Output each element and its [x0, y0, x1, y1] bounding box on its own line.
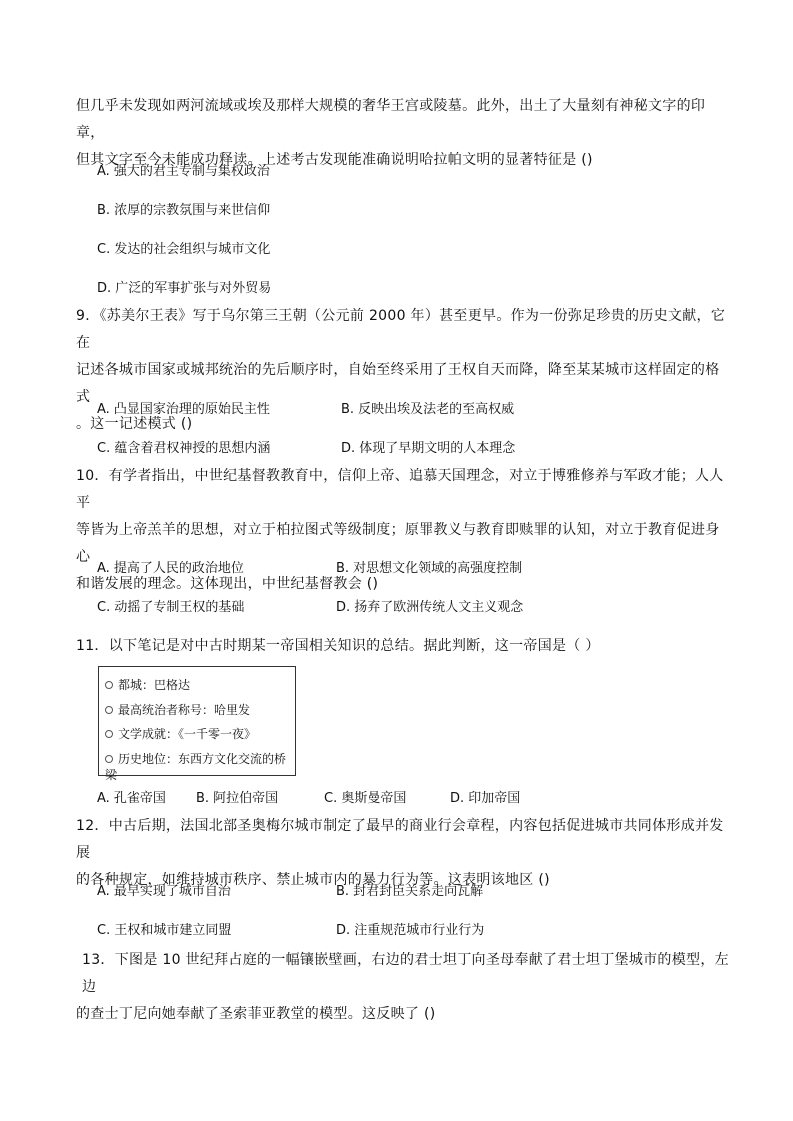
q9-stem-line1: 9．《苏美尔王表》写于乌尔第三王朝（公元前 2000 年）甚至更早。作为一份弥足珍贵的历史文献，它在 [76, 308, 726, 351]
q10-option-c: C. 动摇了专制王权的基础 [97, 600, 245, 615]
circle-bullet-icon [105, 681, 113, 689]
q8-option-a: A. 强大的君主专制与集权政治 [97, 164, 270, 179]
q9-option-d: D. 体现了早期文明的人本理念 [341, 441, 516, 456]
notes-item [105, 726, 256, 742]
q12-option-b: B. 封君封臣关系走向瓦解 [336, 884, 484, 899]
notes-item [105, 751, 295, 783]
q11-option-c: C. 奥斯曼帝国 [324, 791, 407, 806]
q8-stem-line2: 但其文字至今未能成功释读。上述考古发现能准确说明哈拉帕文明的显著特征是 () [76, 152, 593, 168]
notes-item-text: 文学成就：《一千零一夜》 [118, 727, 257, 741]
notes-box [98, 666, 296, 782]
q10-stem-line2: 等皆为上帝羔羊的思想，对立于柏拉图式等级制度；原罪教义与教育即赎罪的认知，对立于教育促进身心 [76, 522, 720, 565]
q10-option-d: D. 扬弃了欧洲传统人文主义观念 [336, 600, 524, 615]
notes-item-text: 最高统治者称号：哈里发 [118, 703, 251, 717]
circle-bullet-icon [105, 730, 113, 738]
q12-option-c: C. 王权和城市建立同盟 [97, 923, 232, 938]
q13-stem-line2: 的查士丁尼向她奉献了圣索菲亚教堂的模型。这反映了 () [76, 1006, 436, 1022]
notes-item [105, 702, 250, 718]
q8-option-b: B. 浓厚的宗教氛围与来世信仰 [97, 203, 271, 218]
q11-stem-line1: 11．以下笔记是对中古时期某一帝国相关知识的总结。据此判断，这一帝国是（ ） [76, 638, 600, 654]
q12-stem-line2: 的各种规定，如维持城市秩序、禁止城市内的暴力行为等。这表明该地区 () [76, 872, 550, 888]
q8-stem-line1: 但几乎未发现如两河流域或埃及那样大规模的奢华王宫或陵墓。此外，出土了大量刻有神秘文字的印章， [76, 98, 706, 141]
q10-stem-line1: 10．有学者指出，中世纪基督教教育中，信仰上帝、追慕天国理念，对立于博雅修养与军政才能；人人平 [76, 468, 724, 511]
q9-option-b: B. 反映出埃及法老的至高权威 [341, 402, 515, 417]
notes-item-text: 历史地位：东西方文化交流的桥梁 [105, 752, 287, 782]
q9-stem-line2: 记述各城市国家或城邦统治的先后顺序时，自始至终采用了王权自天而降，降至某某城市这样固定的格式 [76, 362, 720, 405]
q8-option-d: D. 广泛的军事扩张与对外贸易 [97, 281, 272, 296]
q10-option-a: A. 提高了人民的政治地位 [97, 561, 244, 576]
notes-item-text: 都城：巴格达 [118, 678, 191, 692]
notes-item [105, 677, 190, 693]
q11-option-d: D. 印加帝国 [450, 791, 521, 806]
circle-bullet-icon [105, 706, 113, 714]
q11-option-a: A. 孔雀帝国 [97, 791, 166, 806]
q9-option-c: C. 蕴含着君权神授的思想内涵 [97, 441, 271, 456]
q13-stem-line1: 13．下图是 10 世纪拜占庭的一幅镶嵌壁画，右边的君士坦丁向圣母奉献了君士坦丁堡城市的模型，左边 [82, 952, 729, 995]
q8-option-c: C. 发达的社会组织与城市文化 [97, 242, 271, 257]
q12-option-a: A. 最早实现了城市自治 [97, 884, 231, 899]
q9-option-a: A. 凸显国家治理的原始民主性 [97, 402, 270, 417]
q12-option-d: D. 注重规范城市行业行为 [336, 923, 485, 938]
q13-stem [76, 947, 732, 1028]
q11-stem [76, 633, 726, 660]
q11-option-b: B. 阿拉伯帝国 [196, 791, 279, 806]
q9-stem-line3: 。这一记述模式 () [76, 416, 193, 432]
circle-bullet-icon [105, 755, 113, 763]
q12-stem-line1: 12．中古后期，法国北部圣奥梅尔城市制定了最早的商业行会章程，内容包括促进城市共同体形成并发展 [76, 818, 724, 861]
q10-stem-line3: 和谐发展的理念。这体现出，中世纪基督教会 () [76, 576, 379, 592]
q10-option-b: B. 对思想文化领域的高强度控制 [336, 561, 523, 576]
